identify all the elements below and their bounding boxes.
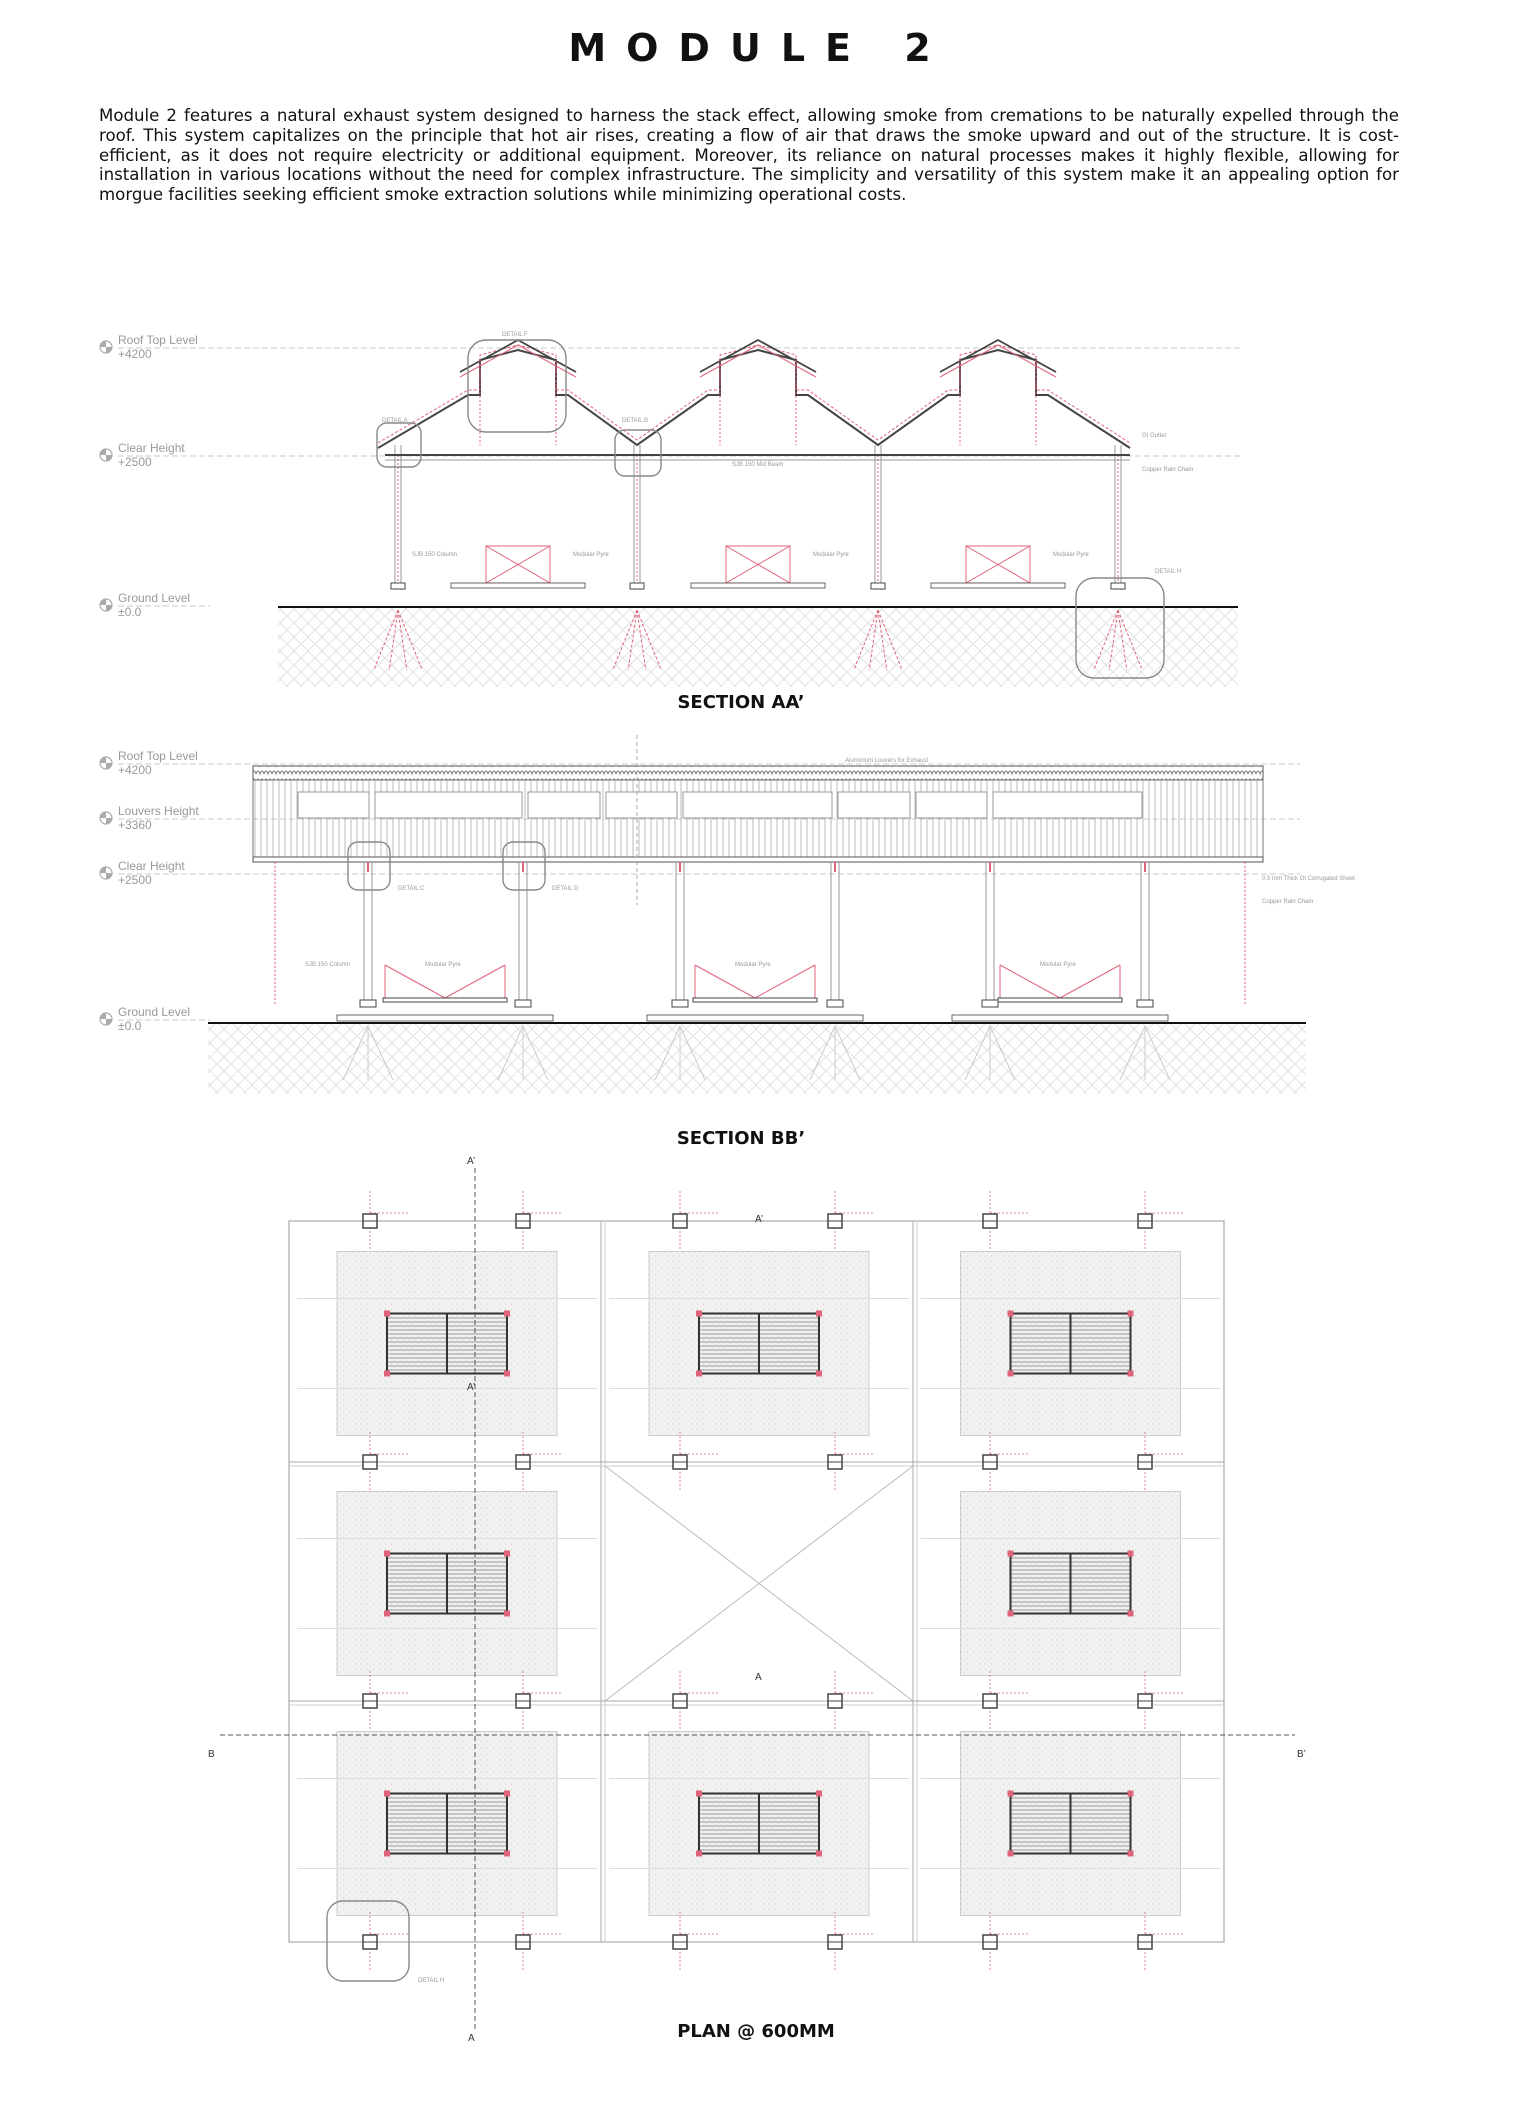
bb-louver-panel: [683, 792, 832, 818]
page-title: MODULE 2: [568, 26, 951, 70]
plan-pyre-post: [384, 1611, 390, 1617]
plan-marker-a: A: [468, 2033, 475, 2044]
aa-gutter-label: GI Gutter: [1142, 433, 1167, 439]
aa-level-1-value: +2500: [118, 455, 152, 469]
plan-pyre-post: [1128, 1551, 1134, 1557]
bb-detail-label: DETAIL D: [552, 886, 579, 892]
aa-column-base: [630, 583, 644, 589]
plan-pyre-post: [384, 1371, 390, 1377]
bb-level-0-name: Roof Top Level: [118, 749, 198, 763]
plan-pyre-post: [1008, 1791, 1014, 1797]
aa-level-1-name: Clear Height: [118, 441, 185, 455]
intro-paragraph: Module 2 features a natural exhaust system designed to harness the stack effect, allowing smoke from cremations to be naturally expelled through the roof. This system capitalizes on the principle that hot air rises, creating a flow of air that draws the smoke upward and out of the structure. It is cost-efficient, as it does not require electricity or additional equipment. Moreover, its reliance on natural processes makes it highly flexible, allowing for installation in various locations without the need for complex infrastructure. The simplicity and versatility of this system make it an appealing option for morgue facilities seeking efficient smoke extraction solutions while minimizing operational costs.: [99, 106, 1399, 205]
aa-modular-pyre-base: [691, 583, 825, 588]
bb-modular-pyre-bed: [383, 998, 507, 1002]
plan-pyre-post: [384, 1851, 390, 1857]
plan-pyre-post: [696, 1311, 702, 1317]
plan-caption: PLAN @ 600MM: [677, 2021, 835, 2042]
plan-pyre-post: [696, 1791, 702, 1797]
section-bb-drawing: [100, 735, 1355, 1094]
aa-level-2-name: Ground Level: [118, 591, 191, 605]
aa-modular-pyre-base: [931, 583, 1065, 588]
plan-pyre-post: [504, 1371, 510, 1377]
plan-marker-a-prime: A’: [755, 1214, 764, 1225]
plan-marker-b-prime: B’: [1297, 1749, 1306, 1760]
plan-pyre-post: [1128, 1371, 1134, 1377]
section-aa-drawing: [100, 332, 1240, 687]
plan-marker-b: B: [208, 1749, 215, 1760]
aa-level-0-value: +4200: [118, 347, 152, 361]
bb-louver-panel: [606, 792, 677, 818]
bb-level-2-name: Clear Height: [118, 859, 185, 873]
plan-pyre-post: [816, 1371, 822, 1377]
aa-pyre-label: Modular Pyre: [573, 552, 609, 558]
plan-pyre-post: [1128, 1311, 1134, 1317]
section-bb-caption: SECTION BB’: [676, 1128, 806, 1149]
aa-column-label: SJB 150 Column: [412, 552, 458, 558]
bb-level-3-name: Ground Level: [118, 1005, 191, 1019]
bb-modular-pyre-bed: [693, 998, 817, 1002]
aa-ground-hatch: [278, 607, 1238, 687]
aa-detail-label: DETAIL B: [622, 418, 649, 424]
plan-marker-a: A: [755, 1672, 762, 1683]
plan-pyre-post: [1008, 1851, 1014, 1857]
bb-column-base: [515, 1000, 531, 1007]
bb-corrugated-roof: [253, 766, 1263, 780]
bb-column-base: [1137, 1000, 1153, 1007]
aa-level-0-name: Roof Top Level: [118, 333, 198, 347]
bb-detail-label: DETAIL C: [398, 886, 425, 892]
plan-pyre-post: [696, 1851, 702, 1857]
plan-detail-label: DETAIL H: [418, 1978, 445, 1984]
plan-pyre-post: [384, 1551, 390, 1557]
aa-beam-label: SJB 150 Mid Beam: [732, 462, 784, 468]
plan-pyre-post: [504, 1551, 510, 1557]
bb-column-base: [360, 1000, 376, 1007]
bb-level-3-value: ±0.0: [118, 1019, 142, 1033]
bb-modular-pyre-base: [337, 1015, 553, 1021]
plan-pyre-post: [384, 1311, 390, 1317]
bb-louvers-label: Aluminium Louvers for Exhaust: [845, 758, 929, 764]
bb-level-2-value: +2500: [118, 873, 152, 887]
plan-pyre-post: [504, 1791, 510, 1797]
aa-pyre-label: Modular Pyre: [1053, 552, 1089, 558]
bb-sheet-label: 0.5 mm Thick GI Corrugated Sheet: [1262, 876, 1355, 882]
aa-level-2-value: ±0.0: [118, 605, 142, 619]
aa-detail-label: DETAIL F: [502, 332, 528, 338]
bb-level-0-value: +4200: [118, 763, 152, 777]
plan-pyre-post: [1008, 1611, 1014, 1617]
bb-modular-pyre-base: [952, 1015, 1168, 1021]
bb-modular-pyre: [385, 965, 505, 998]
bb-column-base: [827, 1000, 843, 1007]
bb-level-1-value: +3360: [118, 818, 152, 832]
bb-louver-panel: [298, 792, 369, 818]
bb-louver-panel: [528, 792, 600, 818]
aa-chain-label: Copper Rain Chain: [1142, 467, 1194, 473]
plan-pyre-post: [1128, 1851, 1134, 1857]
bb-modular-pyre-base: [647, 1015, 863, 1021]
plan-drawing: [208, 1156, 1306, 2044]
plan-pyre-post: [1128, 1611, 1134, 1617]
aa-modular-pyre-base: [451, 583, 585, 588]
plan-pyre-post: [504, 1611, 510, 1617]
aa-column-base: [871, 583, 885, 589]
bb-pyre-label: Modular Pyre: [735, 962, 771, 968]
bb-louver-panel: [916, 792, 987, 818]
aa-column-base: [1111, 583, 1125, 589]
bb-louver-panel: [838, 792, 910, 818]
plan-pyre-post: [504, 1311, 510, 1317]
plan-pyre-post: [1128, 1791, 1134, 1797]
bb-modular-pyre-bed: [998, 998, 1122, 1002]
bb-column-base: [672, 1000, 688, 1007]
aa-detail-label: DETAIL A: [382, 418, 408, 424]
plan-pyre-post: [696, 1371, 702, 1377]
bb-beam: [253, 857, 1263, 862]
plan-pyre-post: [816, 1311, 822, 1317]
aa-roof-outline: [378, 350, 1130, 448]
bb-louver-panel: [993, 792, 1142, 818]
bb-column-base: [982, 1000, 998, 1007]
plan-pyre-post: [1008, 1371, 1014, 1377]
bb-chain-label: Copper Rain Chain: [1262, 899, 1314, 905]
bb-column-label: SJB 150 Column: [305, 962, 351, 968]
aa-detail-bubble: [615, 430, 661, 476]
plan-pyre-post: [504, 1851, 510, 1857]
plan-marker-a-prime: A’: [467, 1382, 476, 1393]
plan-pyre-post: [384, 1791, 390, 1797]
aa-column-base: [391, 583, 405, 589]
bb-modular-pyre: [1000, 965, 1120, 998]
bb-modular-pyre: [695, 965, 815, 998]
plan-pyre-post: [1008, 1551, 1014, 1557]
aa-pyre-label: Modular Pyre: [813, 552, 849, 558]
plan-pyre-post: [816, 1851, 822, 1857]
plan-marker-a-prime: A’: [467, 1156, 476, 1167]
bb-louver-panel: [375, 792, 522, 818]
bb-pyre-label: Modular Pyre: [425, 962, 461, 968]
aa-detail-label: DETAIL H: [1155, 569, 1182, 575]
section-aa-caption: SECTION AA’: [677, 692, 805, 713]
bb-pyre-label: Modular Pyre: [1040, 962, 1076, 968]
bb-level-1-name: Louvers Height: [118, 804, 199, 818]
plan-pyre-post: [816, 1791, 822, 1797]
plan-pyre-post: [1008, 1311, 1014, 1317]
